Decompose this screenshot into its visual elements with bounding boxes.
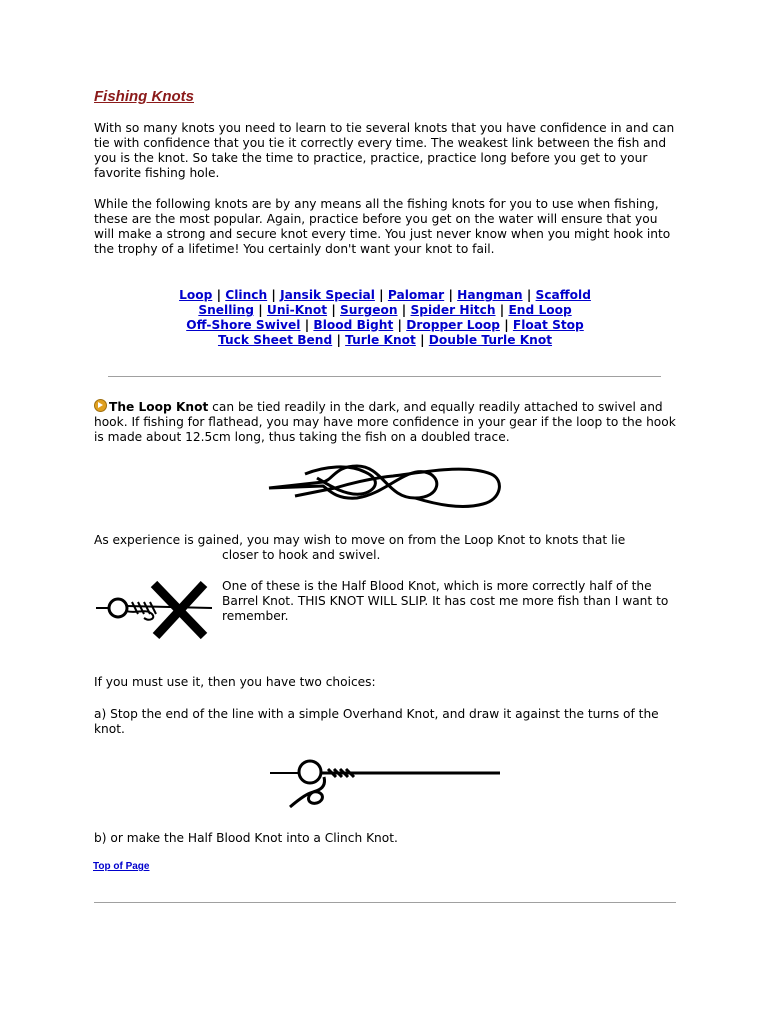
knot-link[interactable]: Palomar: [387, 288, 445, 302]
link-separator: |: [401, 303, 407, 317]
knot-link[interactable]: Dropper Loop: [406, 318, 500, 332]
divider: [108, 376, 661, 377]
choice-a: a) Stop the end of the line with a simple Overhand Knot, and draw it against the turns of the knot.: [94, 707, 659, 736]
knot-link[interactable]: Turle Knot: [345, 333, 416, 347]
arrow-bullet-icon: [94, 399, 107, 412]
knot-link[interactable]: Tuck Sheet Bend: [217, 333, 333, 347]
bottom-divider: [94, 902, 676, 903]
link-separator: |: [448, 288, 453, 302]
experience-line-2: closer to hook and swivel.: [222, 548, 381, 562]
link-separator: |: [379, 288, 384, 302]
top-of-page-link[interactable]: Top of Page: [93, 861, 150, 872]
loop-knot-text: can be tied readily in the dark, and equally readily attached to swivel and hook. If fishing for flathead, you may have more confidence in your gear if the loop to the hook is made about 12.5cm long, thus taking the fish on a doubled trace.: [94, 400, 676, 444]
knot-link[interactable]: Blood Bight: [313, 318, 394, 332]
knot-link[interactable]: Spider Hitch: [410, 303, 496, 317]
knot-link[interactable]: Jansik Special: [280, 288, 375, 302]
half-blood-knot-text: One of these is the Half Blood Knot, which is more correctly half of the Barrel Knot. THIS KNOT WILL SLIP. It has cost me more fish than I want to remember.: [222, 579, 669, 623]
loop-knot-paragraph: [94, 399, 676, 445]
knot-link[interactable]: Double Turle Knot: [428, 333, 553, 347]
link-separator: |: [499, 303, 505, 317]
page-title: Fishing Knots: [94, 88, 194, 105]
link-separator: |: [271, 288, 276, 302]
knot-link[interactable]: Uni-Knot: [266, 303, 328, 317]
link-separator: |: [504, 318, 509, 332]
intro-paragraph-2: While the following knots are by any means all the fishing knots for you to use when fishing, these are the most popular. Again, practice before you get on the water will ensure that you will make a strong and secure knot every time. You just never know when you might hook into the trophy of a lifetime! You certainly don't want your knot to fail.: [94, 197, 671, 256]
link-separator: |: [304, 318, 310, 332]
experience-line-1: As experience is gained, you may wish to move on from the Loop Knot to knots that lie: [94, 533, 626, 547]
knot-link[interactable]: Surgeon: [340, 303, 398, 317]
knot-link[interactable]: Snelling: [198, 303, 254, 317]
link-separator: |: [526, 288, 532, 302]
loop-knot-illustration: [265, 458, 505, 518]
half-blood-knot-illustration: [92, 578, 217, 640]
knot-link[interactable]: Clinch: [225, 288, 268, 302]
link-separator: |: [336, 333, 341, 347]
link-separator: |: [216, 288, 222, 302]
knot-link[interactable]: End Loop: [508, 303, 572, 317]
knot-link-list: [94, 288, 676, 348]
knot-link[interactable]: Loop: [179, 288, 213, 302]
loop-knot-heading: The Loop Knot: [109, 400, 209, 414]
choice-b: b) or make the Half Blood Knot into a Clinch Knot.: [94, 831, 398, 845]
cross-out-mark: [154, 584, 204, 636]
link-separator: |: [331, 303, 336, 317]
knot-link[interactable]: Float Stop: [512, 318, 584, 332]
intro-paragraph-1: With so many knots you need to learn to tie several knots that you have confidence in and can tie with confidence that you tie it correctly every time. The weakest link between the fish and you is the knot. So take the time to practice, practice, practice long before you get to your favorite fishing hole.: [94, 121, 675, 180]
knot-link[interactable]: Scaffold: [535, 288, 591, 302]
link-separator: |: [258, 303, 263, 317]
choices-intro: If you must use it, then you have two choices:: [94, 675, 376, 689]
overhand-stop-knot-illustration: [268, 755, 504, 811]
link-separator: |: [420, 333, 425, 347]
knot-link[interactable]: Off-Shore Swivel: [186, 318, 301, 332]
knot-link[interactable]: Hangman: [457, 288, 523, 302]
link-separator: |: [397, 318, 402, 332]
